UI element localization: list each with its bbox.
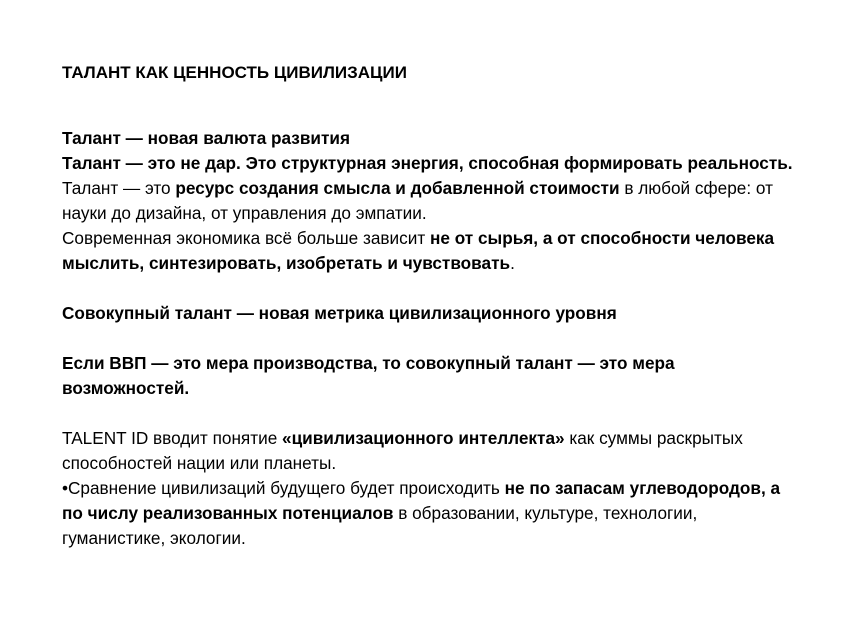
text-bold: не от сырья, а от способности человека мыслить, синтезировать, изобретать и чувствовать — [62, 228, 775, 273]
spacer — [62, 276, 802, 301]
bold-statement: Талант — это не дар. Это структурная энергия, способная формировать реальность. — [62, 153, 793, 173]
text-normal: Талант — это — [62, 178, 176, 198]
text-normal: как суммы раскрытых способностей нации или планеты. — [62, 428, 743, 473]
paragraph-resource — [62, 176, 802, 226]
bullet-civilization-comparison — [62, 476, 802, 551]
heading-aggregate-talent: Совокупный талант — новая метрика цивилизационного уровня — [62, 303, 617, 323]
text-normal: . — [510, 253, 515, 273]
text-bold: «цивилизационного интеллекта» — [282, 428, 565, 448]
text-normal: •Сравнение цивилизаций будущего будет происходить — [62, 478, 505, 498]
text-normal: в любой сфере: от науки до дизайна, от управления до эмпатии. — [62, 178, 773, 223]
text-normal: Современная экономика всё больше зависит — [62, 228, 430, 248]
text-normal: в образовании, культуре, технологии, гуманистике, экологии. — [62, 503, 698, 548]
spacer — [62, 326, 802, 351]
paragraph-talent-id — [62, 426, 802, 476]
heading-talent-currency: Талант — новая валюта развития — [62, 128, 350, 148]
spacer — [62, 84, 802, 126]
paragraph-economy — [62, 226, 802, 276]
text-normal: TALENT ID вводит понятие — [62, 428, 283, 448]
text-bold: не по запасам углеводородов, а по числу реализованных потенциалов — [62, 478, 781, 523]
spacer — [62, 401, 802, 426]
slide-content — [62, 62, 802, 551]
text-bold: ресурс создания смысла и добавленной стоимости — [175, 178, 620, 198]
slide-title: ТАЛАНТ КАК ЦЕННОСТЬ ЦИВИЛИЗАЦИИ — [62, 63, 407, 82]
heading-gdp-comparison: Если ВВП — это мера производства, то совокупный талант — это мера возможностей. — [62, 353, 675, 398]
